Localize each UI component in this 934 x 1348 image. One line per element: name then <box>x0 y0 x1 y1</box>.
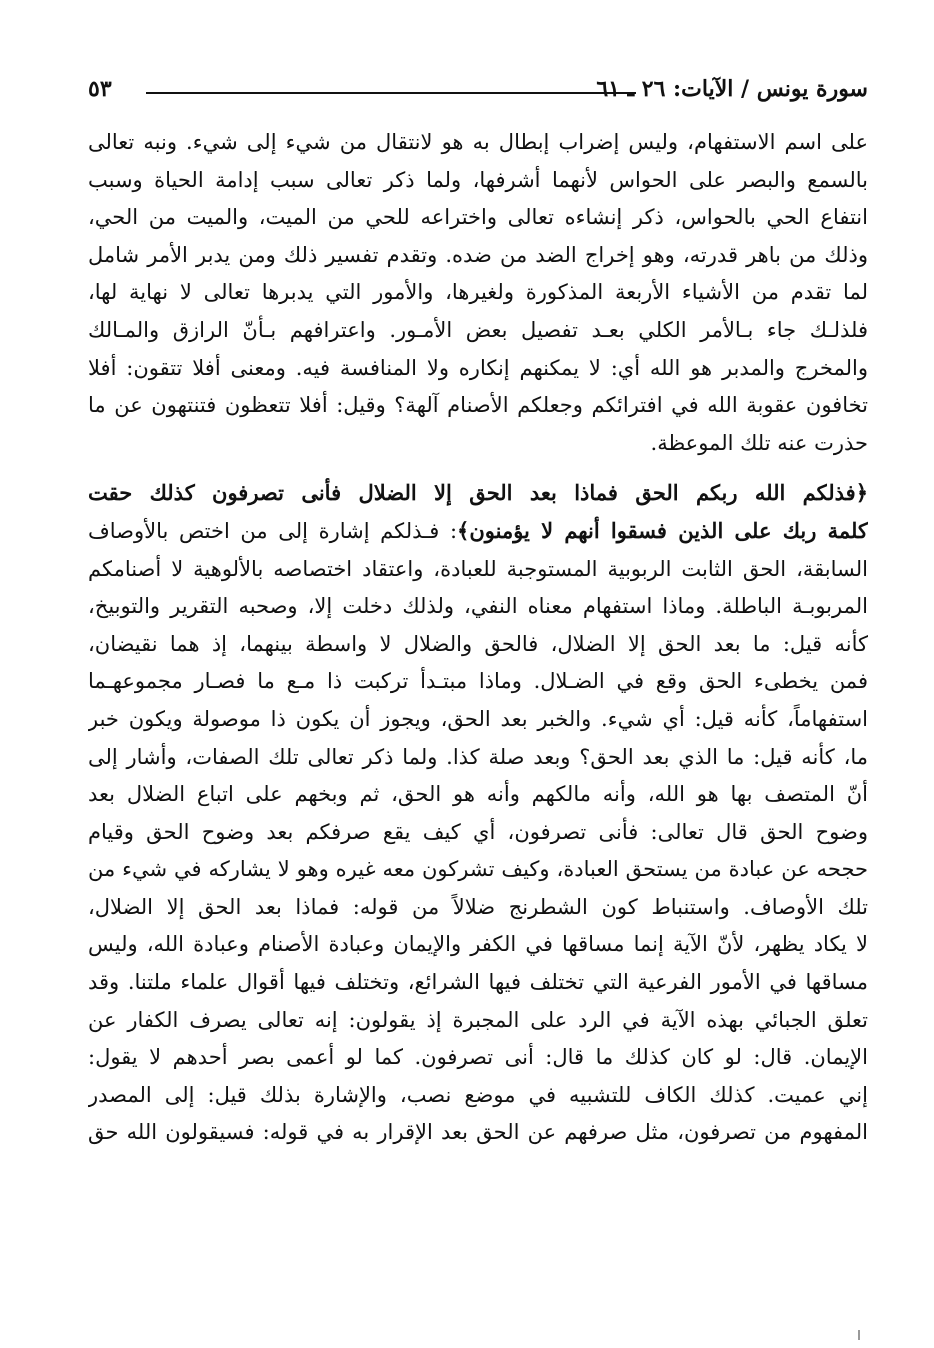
text-line: انتفاع الحي بالحواس، ذكر إنشاءه تعالى واختراعه للحي من الميت، والميت من الحي، <box>88 205 868 230</box>
quran-verse-line: ﴿فذلكم الله ربكم الحق فماذا بعد الحق إلا الضلال فأنى تصرفون كذلك حقت <box>88 480 868 506</box>
text-line: المربوبـة الباطلة. وماذا استفهام معناه النفي، ولذلك دخلت إلا، وصحبه التقرير والتوبيخ، <box>88 594 868 619</box>
text-line: الإيمان. قال: لو كان كذلك ما قال: أنى تصرفون. كما لو أعمى بصر أحدهم لا يقول: <box>88 1045 868 1070</box>
scan-mark <box>858 1330 860 1340</box>
text-line: تلك الأوصاف. واستنباط كون الشطرنج ضلالاً من قوله: فماذا بعد الحق إلا الضلال، <box>88 894 868 919</box>
text-line: وذلك من باهر قدرته، وهو إخراج الضد من ضده. وتقدم تفسير ذلك ومن يدبر الأمر شامل <box>88 242 868 267</box>
text-line: فمن يخطىء الحق وقع في الضـلال. وماذا مبتـدأ تركبت ذا مـع ما فصـار مجموعهـما <box>88 669 868 694</box>
quran-verse-fragment: كلمة ربك على الذين فسقوا أنهم لا يؤمنون﴾ <box>457 517 868 543</box>
text-line: إني عميت. كذلك الكاف للتشبيه في موضع نصب، والإشارة بذلك قيل: إلى المصدر <box>88 1082 868 1107</box>
page-number: ٥٣ <box>88 76 112 102</box>
text-line: المفهوم من تصرفون، مثل صرفهم عن الحق بعد الإقرار به في قوله: فسيقولون الله حق <box>88 1120 868 1145</box>
text-line: مساقها في الأمور الفرعية التي تختلف فيها الشرائع، وتختلف فيها أقوال علماء ملتنا. وقد <box>88 970 868 995</box>
text-line: تخافون عقوبة الله في افترائكم وجعلكم الأصنام آلهة؟ وقيل: أفلا تتعظون فتنتهون عن ما <box>88 393 868 418</box>
text-line: وضوح الحق قال تعالى: فأنى تصرفون، أي كيف يقع صرفكم بعد وضوح الحق وقيام <box>88 819 868 844</box>
text-line: استفهاماً، كأنه قيل: أي شيء. والخبر بعد الحق، ويجوز أن يكون ذا موصولة ويكون خبر <box>88 706 868 731</box>
text-line: تعلق الجبائي بهذه الآية في الرد على المجبرة إذ يقولون: إنه تعالى يصرف الكفار عن <box>88 1007 868 1032</box>
text-line: لما تقدم من الأشياء الأربعة المذكورة ولغيرها، والأمور التي يدبرها تعالى لا نهاية لها، <box>88 280 868 305</box>
running-title: سورة يونس / الآيات: ٢٦ ـ ٦١ <box>596 76 868 102</box>
verse-commentary: : فـذلكم إشارة إلى من اختص بالأوصاف <box>88 518 458 543</box>
text-line: بالسمع والبصر على الحواس لأنهما أشرفها، ولما ذكر تعالى سبب إدامة الحياة وسبب <box>88 167 868 192</box>
page-header <box>88 74 868 114</box>
paragraph-1 <box>88 124 868 462</box>
text-line: ما، كأنه قيل: ما الذي بعد الحق؟ وبعد صلة كذا. ولما ذكر تعالى تلك الصفات، وأشار إلى <box>88 744 868 769</box>
text-line: حجحه عن عبادة من يستحق العبادة، وكيف تشركون معه غيره وهو لا يشاركه في شيء من <box>88 857 868 882</box>
header-rule <box>146 92 636 94</box>
text-line: فلذلـك جاء بـالأمر الكلي بعـد تفصيل بعض الأمـور. واعترافهم بـأنّ الرازق والمـالك <box>88 317 868 342</box>
body-text <box>88 124 868 1164</box>
text-line: أنّ المتصف بها هو الله، وأنه مالكهم وأنه هو الحق، ثم وبخهم على اتباع الضلال بعد <box>88 782 868 807</box>
paragraph-2 <box>88 474 868 1152</box>
text-line <box>88 512 868 551</box>
text-line: على اسم الاستفهام، وليس إضراب إبطال به هو لانتقال من شيء إلى شيء. ونبه تعالى <box>88 130 868 154</box>
text-line: حذرت عنه تلك الموعظة. <box>650 430 868 455</box>
text-line: لا يكاد يظهر، لأنّ الآية إنما مساقها في الكفر والإيمان وعبادة الأصنام وعبادة الله، وليس <box>88 932 868 957</box>
text-line: السابقة، الحق الثابت الربوبية المستوجبة للعبادة، واعتقاد اختصاصه بالألوهية لا أصنامكم <box>88 556 868 581</box>
text-line: كأنه قيل: ما بعد الحق إلا الضلال، فالحق والضلال لا واسطة بينهما، إذ هما نقيضان، <box>88 631 868 656</box>
text-line: والمخرج والمدبر هو الله أي: لا يمكنهم إنكاره ولا المنافسة فيه. ومعنى أفلا تتقون: أفلا <box>88 355 868 380</box>
